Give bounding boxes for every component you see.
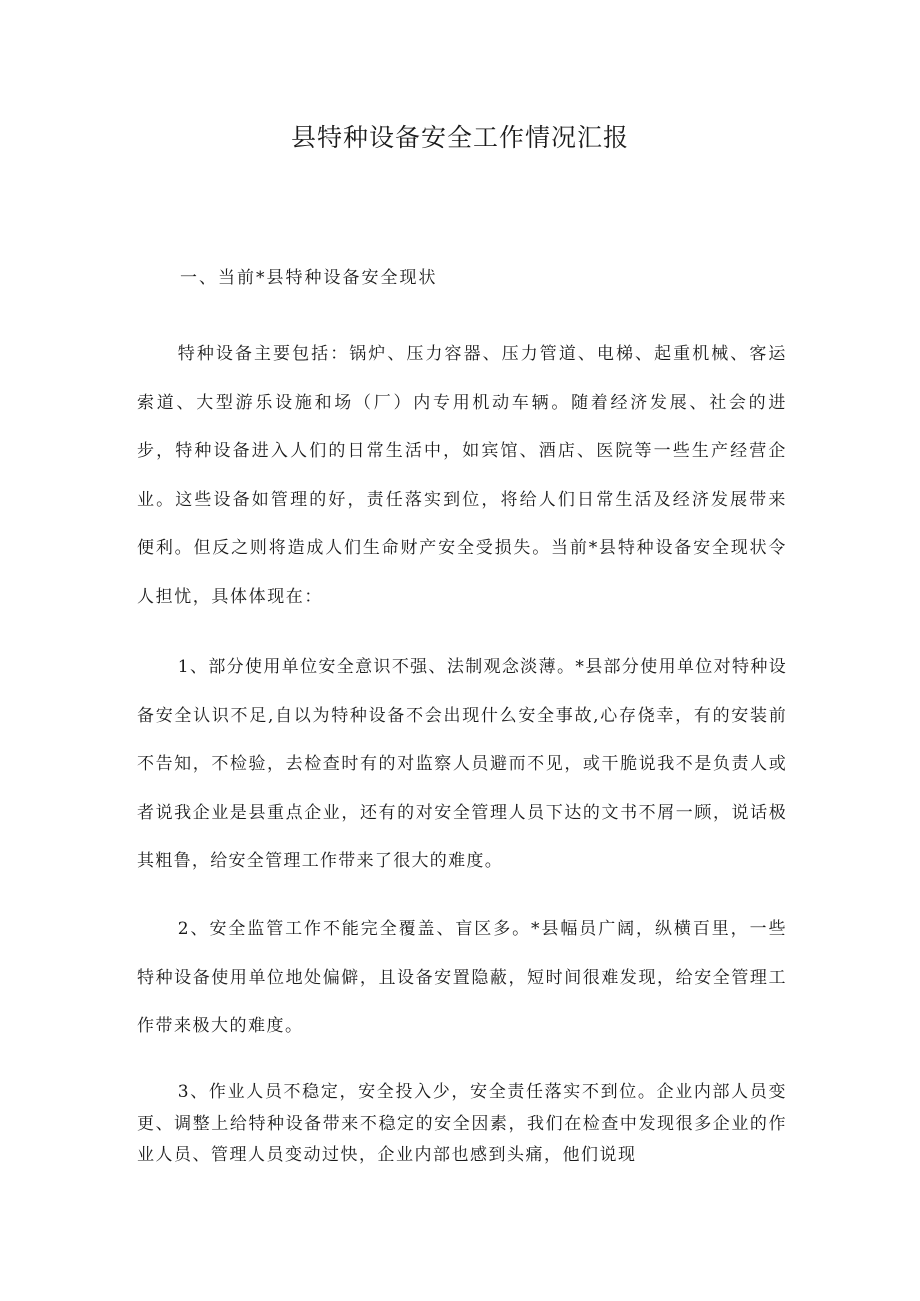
document-title: 县特种设备安全工作情况汇报 [290,123,629,152]
paragraph-item-3: 3、作业人员不稳定，安全投入少，安全责任落实不到位。企业内部人员变更、调整上给特种设备带来不稳定的安全因素，我们在检查中发现很多企业的作业人员、管理人员变动过快，企业内部也感到头痛，他们说现 [137,1082,787,1165]
paragraph-item-2: 2、安全监管工作不能完全覆盖、盲区多。*县幅员广阔，纵横百里，一些特种设备使用单位地处偏僻，且设备安置隐蔽，短时间很难发现，给安全管理工作带来极大的难度。 [137,919,787,1036]
paragraph-item-1: 1、部分使用单位安全意识不强、法制观念淡薄。*县部分使用单位对特种设备安全认识不足,自以为特种设备不会出现什么安全事故,心存侥幸，有的安装前不告知，不检验，去检查时有的对监察人员避而不见，或干脆说我不是负责人或者说我企业是县重点企业，还有的对安全管理人员下达的文书不屑一顾，说话极其粗鲁，给安全管理工作带来了很大的难度。 [137,657,787,871]
paragraph-intro: 特种设备主要包括：锅炉、压力容器、压力管道、电梯、起重机械、客运索道、大型游乐设施和场（厂）内专用机动车辆。随着经济发展、社会的进步，特种设备进入人们的日常生活中，如宾馆、酒店、医院等一些生产经营企业。这些设备如管理的好，责任落实到位，将给人们日常生活及经济发展带来便利。但反之则将造成人们生命财产安全受损失。当前*县特种设备安全现状令人担忧，具体体现在： [137,344,787,607]
section-heading: 一、当前*县特种设备安全现状 [180,268,438,288]
